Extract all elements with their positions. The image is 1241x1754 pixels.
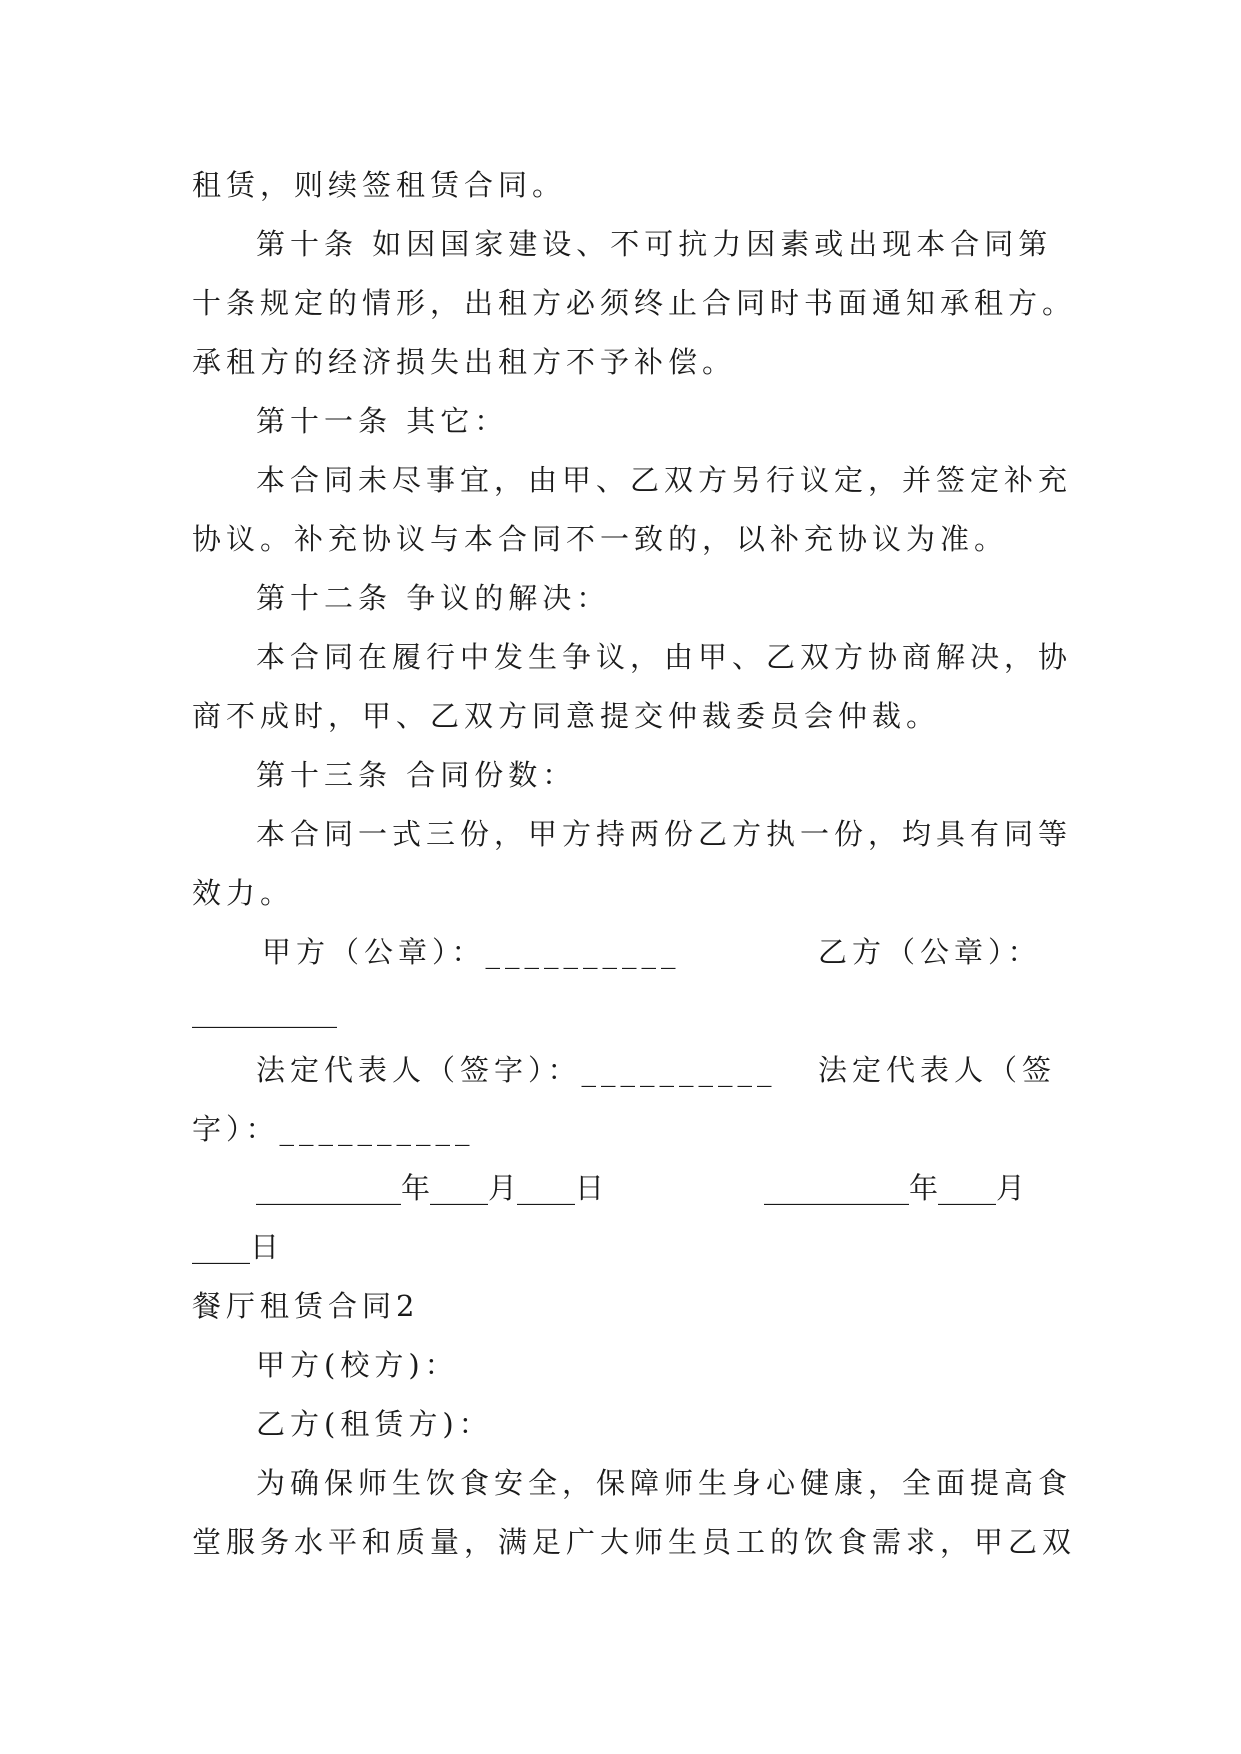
text-line: 效力。 <box>192 876 295 910</box>
text-line: 本合同一式三份，甲方持两份乙方执一份，均具有同等 <box>256 817 1073 851</box>
text-line: 协议。补充协议与本合同不一致的，以补充协议为准。 <box>192 522 1009 556</box>
party-b-seal-field: 乙方（公章）： <box>818 935 1042 969</box>
party-b-label: 乙方(租赁方)： <box>256 1407 493 1441</box>
date-b-field: __________年____月 <box>764 1171 1026 1205</box>
clause-12-heading: 第十二条 争议的解决： <box>256 581 611 615</box>
intro-paragraph-line: 为确保师生饮食安全，保障师生身心健康，全面提高食 <box>256 1466 1073 1500</box>
text-line: 商不成时，甲、乙双方同意提交仲裁委员会仲裁。 <box>192 699 941 733</box>
date-b-cont: ____日 <box>192 1230 280 1264</box>
party-a-label: 甲方(校方)： <box>256 1348 459 1382</box>
date-a-field: __________年____月____日 <box>256 1171 605 1205</box>
text-line: 承租方的经济损失出租方不予补偿。 <box>192 345 737 379</box>
intro-paragraph-line: 堂服务水平和质量，满足广大师生员工的饮食需求，甲乙双 <box>192 1525 1077 1559</box>
text-line: 十条规定的情形，出租方必须终止合同时书面通知承租方。 <box>192 286 1077 320</box>
contract-2-title: 餐厅租赁合同2 <box>192 1289 420 1323</box>
rep-b-signature-cont: 字）：__________ <box>192 1112 475 1146</box>
text-line: 租赁，则续签租赁合同。 <box>192 168 567 202</box>
party-a-seal-field: 甲方（公章）：__________ <box>262 935 681 969</box>
clause-11-heading: 第十一条 其它： <box>256 404 509 438</box>
rep-b-signature-field: 法定代表人（签 <box>818 1053 1057 1087</box>
text-line: 本合同未尽事宜，由甲、乙双方另行议定，并签定补充 <box>256 463 1073 497</box>
clause-10-heading: 第十条 如因国家建设、不可抗力因素或出现本合同第 <box>256 227 1053 261</box>
party-b-seal-blank: __________ <box>192 994 337 1028</box>
clause-13-heading: 第十三条 合同份数： <box>256 758 577 792</box>
rep-a-signature-field: 法定代表人（签字）：__________ <box>256 1053 777 1087</box>
text-line: 本合同在履行中发生争议，由甲、乙双方协商解决，协 <box>256 640 1073 674</box>
